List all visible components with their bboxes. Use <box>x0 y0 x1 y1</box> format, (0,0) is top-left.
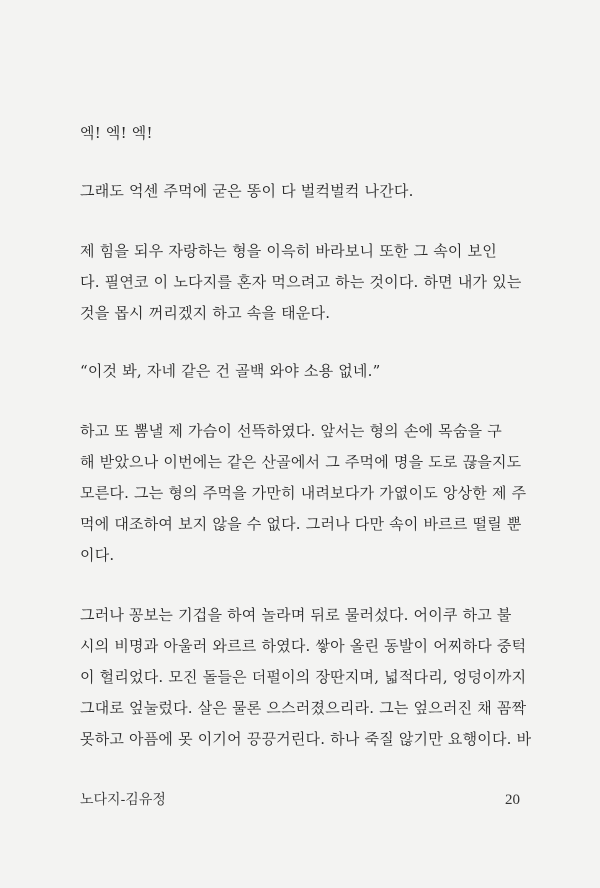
text-line: 먹에 대조하여 보지 않을 수 없다. 그러나 다만 속이 바르르 떨릴 뿐 <box>80 515 522 533</box>
page-footer <box>80 788 520 812</box>
text-line: 엑! 엑! 엑! <box>80 124 153 142</box>
paragraph <box>80 176 540 207</box>
paragraph <box>80 600 540 755</box>
text-line: 하고 또 뽐낼 제 가슴이 선뜩하였다. 앞서는 형의 손에 목숨을 구 <box>80 422 502 440</box>
text-line: “이것 봐, 자네 같은 건 골백 와야 소용 없네.” <box>80 362 381 380</box>
text-line: 다. 필연코 이 노다지를 혼자 먹으려고 하는 것이다. 하면 내가 있는 <box>80 273 522 291</box>
body-text <box>80 118 540 755</box>
text-line: 제 힘을 되우 자랑하는 형을 이윽히 바라보니 또한 그 속이 보인 <box>80 242 497 260</box>
text-line: 해 받았으나 이번에는 같은 산골에서 그 주먹에 명을 도로 끊을지도 <box>80 453 522 471</box>
running-title: 노다지-김유정 <box>80 792 166 808</box>
text-line: 모른다. 그는 형의 주먹을 가만히 내려보다가 가엾이도 앙상한 제 주 <box>80 484 527 502</box>
text-line: 못하고 아픔에 못 이기어 끙끙거린다. 하나 죽질 않기만 요행이다. 바 <box>80 730 532 748</box>
text-line: 것을 몹시 꺼리겠지 하고 속을 태운다. <box>80 304 331 322</box>
page-number: 20 <box>505 792 520 808</box>
text-line: 시의 비명과 아울러 와르르 하였다. 쌓아 올린 동발이 어찌하다 중턱 <box>80 637 527 655</box>
text-line: 이다. <box>80 546 115 564</box>
text-line: 그래도 억센 주먹에 굳은 똥이 다 벌컥벌컥 나간다. <box>80 182 414 200</box>
paragraph <box>80 236 540 329</box>
text-line: 그대로 엎눌렀다. 살은 물론 으스러졌으리라. 그는 엎으러진 채 꼼짝 <box>80 699 527 717</box>
text-line: 그러나 꽁보는 기겁을 하여 놀라며 뒤로 물러섰다. 어이쿠 하고 불 <box>80 606 512 624</box>
paragraph <box>80 416 540 571</box>
paragraph <box>80 356 540 387</box>
paragraph <box>80 118 540 149</box>
text-line: 이 헐리었다. 모진 돌들은 더펄이의 장딴지며, 넓적다리, 엉덩이까지 <box>80 668 527 686</box>
